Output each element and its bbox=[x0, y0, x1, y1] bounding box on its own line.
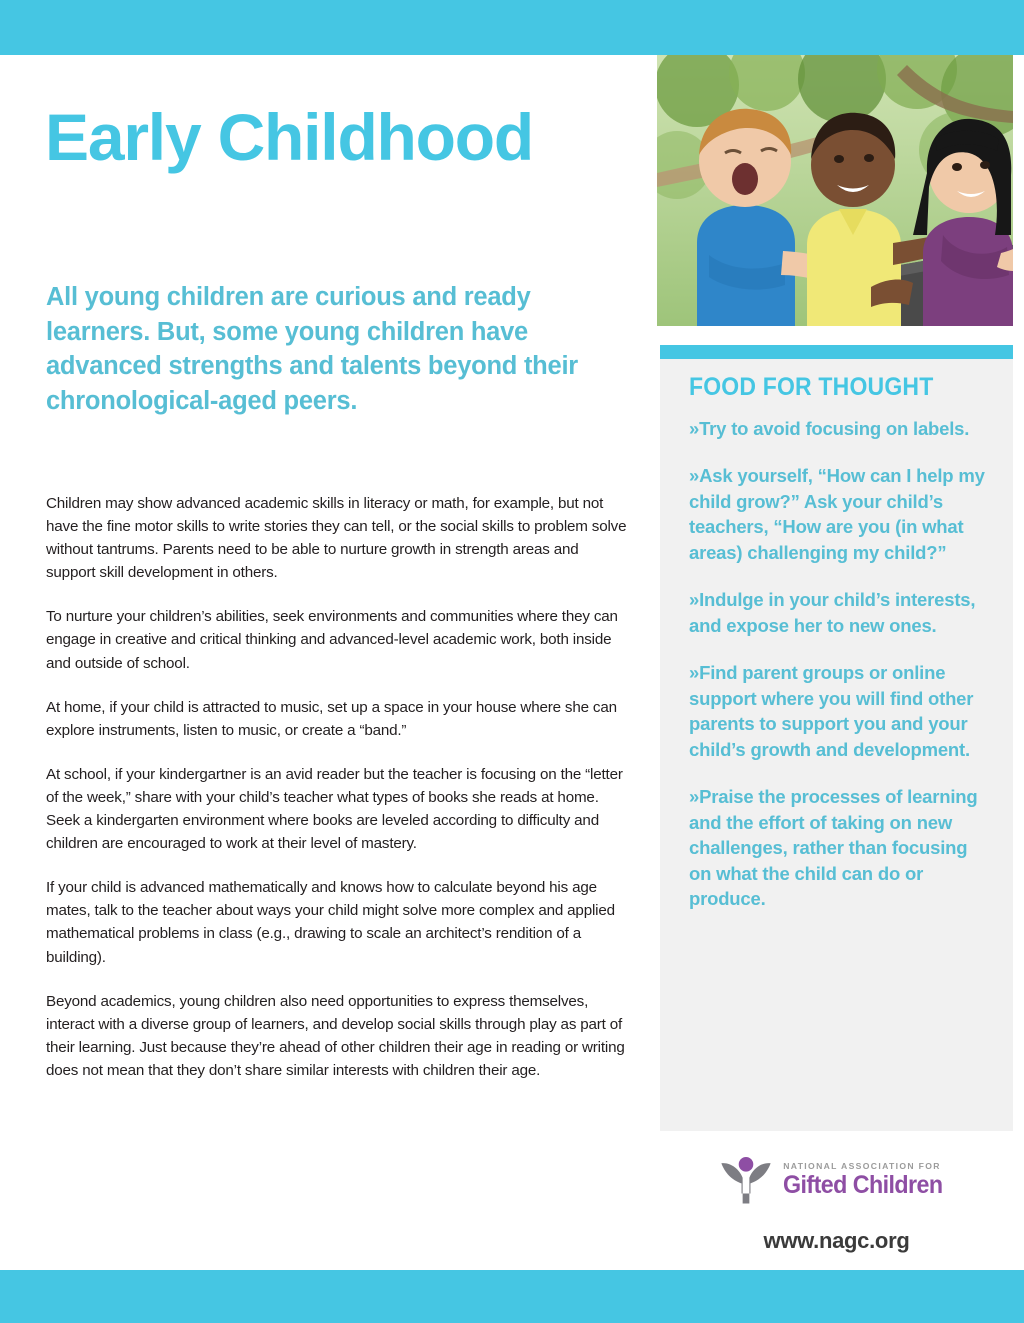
sidebar-content bbox=[689, 374, 989, 912]
organization-footer bbox=[660, 1152, 1013, 1254]
top-accent-bar bbox=[0, 0, 1024, 55]
body-paragraph: To nurture your children’s abilities, seek environments and communities where they can engage in creative and critical thinking and advanced-level academic work, both inside and outside of school. bbox=[46, 608, 618, 672]
body-column bbox=[46, 492, 631, 1082]
body-paragraph: Beyond academics, young children also need opportunities to express themselves, interact with a diverse group of learners, and develop social skills through play as part of their learning. Just because they’re ahead of other children their age in reading or writing does not mean that they don’t share similar interests with children their age. bbox=[46, 992, 625, 1079]
body-paragraph: If your child is advanced mathematically and knows how to calculate beyond his age mates, talk to the teacher about ways your child might solve more complex and applied mathematical problems in class (e.g., drawing to scale an architect’s rendition of a building). bbox=[46, 879, 615, 966]
sidebar-tip: »Ask yourself, “How can I help my child grow?” Ask your child’s teachers, “How are you (in what areas) challenging my child?” bbox=[689, 465, 985, 563]
hero-photo-illustration bbox=[657, 55, 1013, 326]
body-paragraph: Children may show advanced academic skills in literacy or math, for example, but not have the fine motor skills to write stories they can tell, or the social skills to problem solve without tantrums. Parents need to be able to nurture growth in strength areas and support skill development in others. bbox=[46, 495, 627, 582]
bottom-accent-bar bbox=[0, 1270, 1024, 1323]
sidebar-tip: »Indulge in your child’s interests, and expose her to new ones. bbox=[689, 589, 976, 636]
sidebar-tip: »Try to avoid focusing on labels. bbox=[689, 417, 970, 439]
sidebar-tip: »Praise the processes of learning and the effort of taking on new challenges, rather than focusing on what the child can do or produce. bbox=[689, 786, 978, 910]
page-title: Early Childhood bbox=[45, 100, 534, 174]
website-url[interactable]: www.nagc.org bbox=[763, 1228, 910, 1253]
food-for-thought-panel bbox=[660, 345, 1013, 1131]
lead-paragraph: All young children are curious and ready learners. But, some young children have advanced strengths and talents beyond their chronological-aged peers. bbox=[46, 283, 578, 416]
nagc-logo-name: Gifted Children bbox=[783, 1171, 943, 1200]
nagc-logo bbox=[660, 1152, 1013, 1208]
body-paragraph: At school, if your kindergartner is an avid reader but the teacher is focusing on the “letter of the week,” share with your child’s teacher what types of books she reads at home. Seek a kindergarten environment where books are leveled according to difficulty and children are encouraged to work at their level of mastery. bbox=[46, 765, 623, 853]
sidebar-heading: FOOD FOR THOUGHT bbox=[689, 373, 934, 401]
person-figure-icon bbox=[718, 1152, 774, 1208]
sidebar-top-rule bbox=[660, 345, 1013, 359]
nagc-logo-text bbox=[783, 1162, 955, 1199]
hero-photo bbox=[657, 55, 1013, 326]
nagc-logo-tagline: NATIONAL ASSOCIATION FOR bbox=[783, 1160, 941, 1171]
body-paragraph: At home, if your child is attracted to music, set up a space in your house where she can explore instruments, listen to music, or create a “band.” bbox=[46, 698, 617, 739]
sidebar-tip: »Find parent groups or online support where you will find other parents to support you and your child’s growth and development. bbox=[689, 662, 974, 760]
